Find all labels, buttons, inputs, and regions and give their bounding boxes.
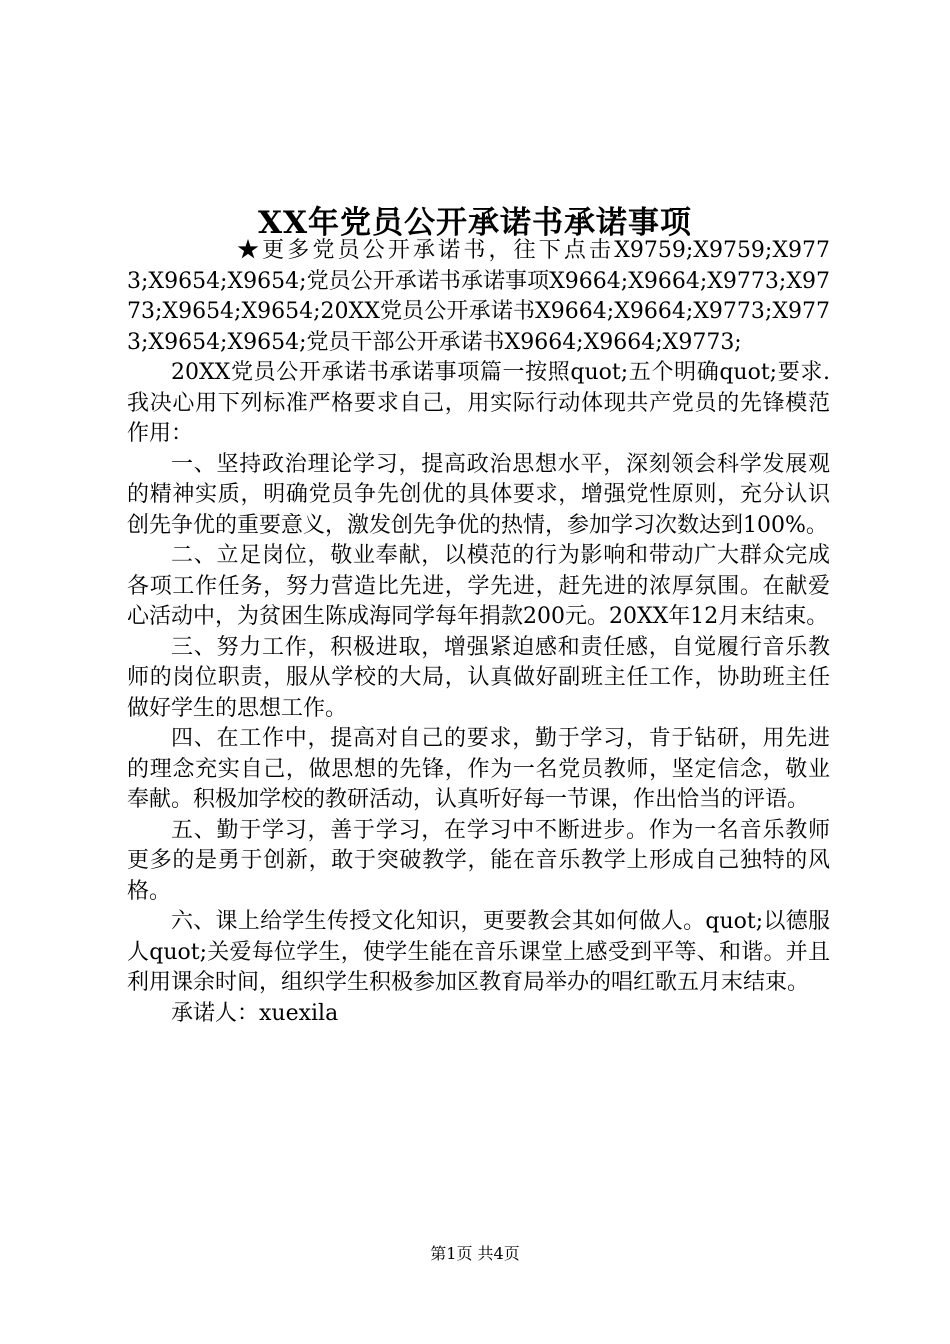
page-footer: 第1页 共4页 (430, 1244, 520, 1263)
paragraph-item-2: 二、立足岗位，敬业奉献，以模范的行为影响和带动广大群众完成各项工作任务，努力营造比先进，学先进，赶先进的浓厚氛围。在献爱心活动中，为贫困生陈成海同学每年捐款200元。20XX年12月末结束。 (127, 543, 830, 629)
paragraph-item-1: 一、坚持政治理论学习，提高政治思想水平，深刻领会科学发展观的精神实质，明确党员争先创优的具体要求，增强党性原则，充分认识创先争优的重要意义，激发创先争优的热情，参加学习次数达到100%。 (127, 451, 830, 538)
paragraph-opening: 20XX党员公开承诺书承诺事项篇一按照quot;五个明确quot;要求.我决心用下列标准严格要求自己，用实际行动体现共产党员的先锋模范作用： (127, 360, 830, 446)
signature-line: 承诺人：xuexila (171, 1000, 339, 1026)
related-links-text: X9759;X9759;X9773;X9654;X9654;党员公开承诺书承诺事项X9664;X9664;X9773;X9773;X9654;X9654;20XX党员公开承诺书X9664;X9664;X9773;X9773;X9654;X9654;党员干部公开承诺书X9664;X9664;X9773; (127, 238, 830, 355)
intro-paragraph (127, 236, 830, 358)
paragraph-item-6: 六、课上给学生传授文化知识，更要教会其如何做人。quot;以德服人quot;关爱每位学生，使学生能在音乐课堂上感受到平等、和谐。并且利用课余时间，组织学生积极参加区教育局举办的唱红歌五月末结束。 (127, 909, 830, 995)
paragraph-item-3: 三、努力工作，积极进取，增强紧迫感和责任感，自觉履行音乐教师的岗位职责，服从学校的大局，认真做好副班主任工作，协助班主任做好学生的思想工作。 (127, 634, 830, 721)
document-title: XX年党员公开承诺书承诺事项 (257, 204, 693, 241)
document-body (127, 236, 830, 1029)
intro-prefix: ★更多党员公开承诺书，往下点击 (237, 238, 615, 263)
paragraph-item-4: 四、在工作中，提高对自己的要求，勤于学习，肯于钻研，用先进的理念充实自己，做思想的先锋，作为一名党员教师，坚定信念，敬业奉献。积极加学校的教研活动，认真听好每一节课，作出恰当的评语。 (127, 726, 830, 812)
paragraph-item-5: 五、勤于学习，善于学习，在学习中不断进步。作为一名音乐教师更多的是勇于创新，敢于突破教学，能在音乐教学上形成自己独特的风格。 (127, 817, 830, 904)
